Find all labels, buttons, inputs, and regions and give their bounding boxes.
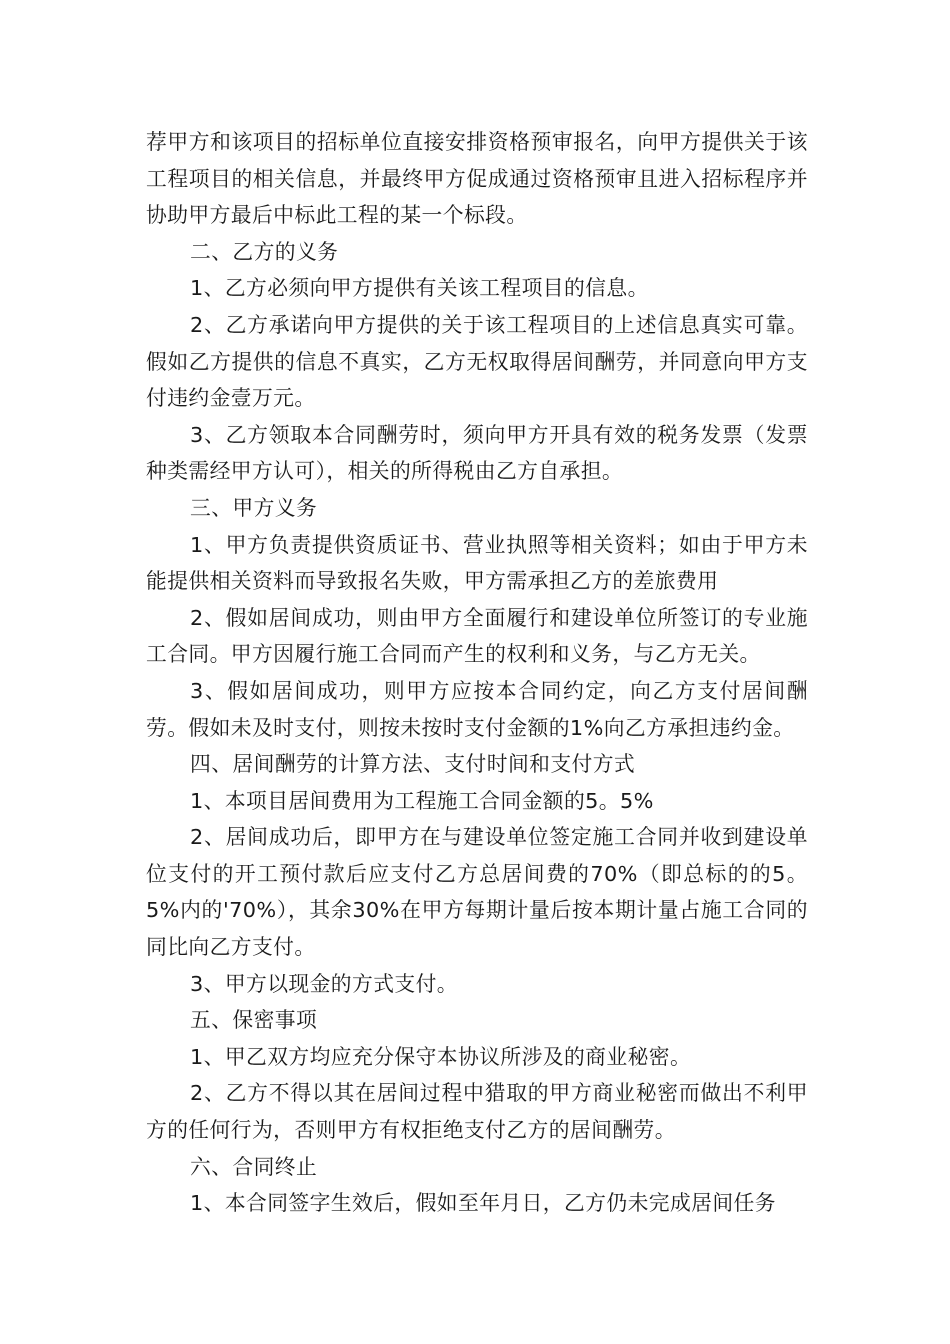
document-body	[146, 124, 808, 1222]
section-heading-confidentiality: 五、保密事项	[190, 1008, 318, 1033]
clause-2-1: 1、乙方必须向甲方提供有关该工程项目的信息。	[190, 276, 649, 301]
clause-3-1: 1、甲方负责提供资质证书、营业执照等相关资料；如由于甲方未能提供相关资料而导致报名失败，甲方需承担乙方的差旅费用	[146, 532, 808, 594]
paragraph-continuation: 荐甲方和该项目的招标单位直接安排资格预审报名，向甲方提供关于该工程项目的相关信息，并最终甲方促成通过资格预审且进入招标程序并协助甲方最后中标此工程的某一个标段。	[146, 130, 808, 228]
clause-5-1: 1、甲乙双方均应充分保守本协议所涉及的商业秘密。	[190, 1044, 692, 1069]
section-heading-termination: 六、合同终止	[190, 1154, 318, 1179]
clause-3-3: 3、假如居间成功，则甲方应按本合同约定，向乙方支付居间酬劳。假如未及时支付，则按未按时支付金额的1%向乙方承担违约金。	[146, 678, 808, 740]
section-heading-remuneration: 四、居间酬劳的计算方法、支付时间和支付方式	[190, 752, 636, 777]
clause-4-1: 1、本项目居间费用为工程施工合同金额的5。5%	[190, 788, 654, 813]
clause-5-2: 2、乙方不得以其在居间过程中猎取的甲方商业秘密而做出不利甲方的任何行为，否则甲方有权拒绝支付乙方的居间酬劳。	[146, 1081, 808, 1143]
clause-2-3: 3、乙方领取本合同酬劳时，须向甲方开具有效的税务发票（发票种类需经甲方认可），相关的所得税由乙方自承担。	[146, 422, 808, 484]
section-heading-party-a-obligations: 三、甲方义务	[190, 495, 318, 520]
clause-4-3: 3、甲方以现金的方式支付。	[190, 971, 458, 996]
clause-2-2: 2、乙方承诺向甲方提供的关于该工程项目的上述信息真实可靠。假如乙方提供的信息不真实，乙方无权取得居间酬劳，并同意向甲方支付违约金壹万元。	[146, 312, 808, 411]
clause-3-2: 2、假如居间成功，则由甲方全面履行和建设单位所签订的专业施工合同。甲方因履行施工合同而产生的权利和义务，与乙方无关。	[146, 605, 808, 667]
clause-4-2: 2、居间成功后，即甲方在与建设单位签定施工合同并收到建设单位支付的开工预付款后应支付乙方总居间费的70%（即总标的的5。5%内的'70%），其余30%在甲方每期计量后按本期计量占施工合同的同比向乙方支付。	[146, 825, 808, 960]
section-heading-party-b-obligations: 二、乙方的义务	[190, 239, 339, 264]
clause-6-1: 1、本合同签字生效后，假如至年月日，乙方仍未完成居间任务	[190, 1191, 776, 1216]
